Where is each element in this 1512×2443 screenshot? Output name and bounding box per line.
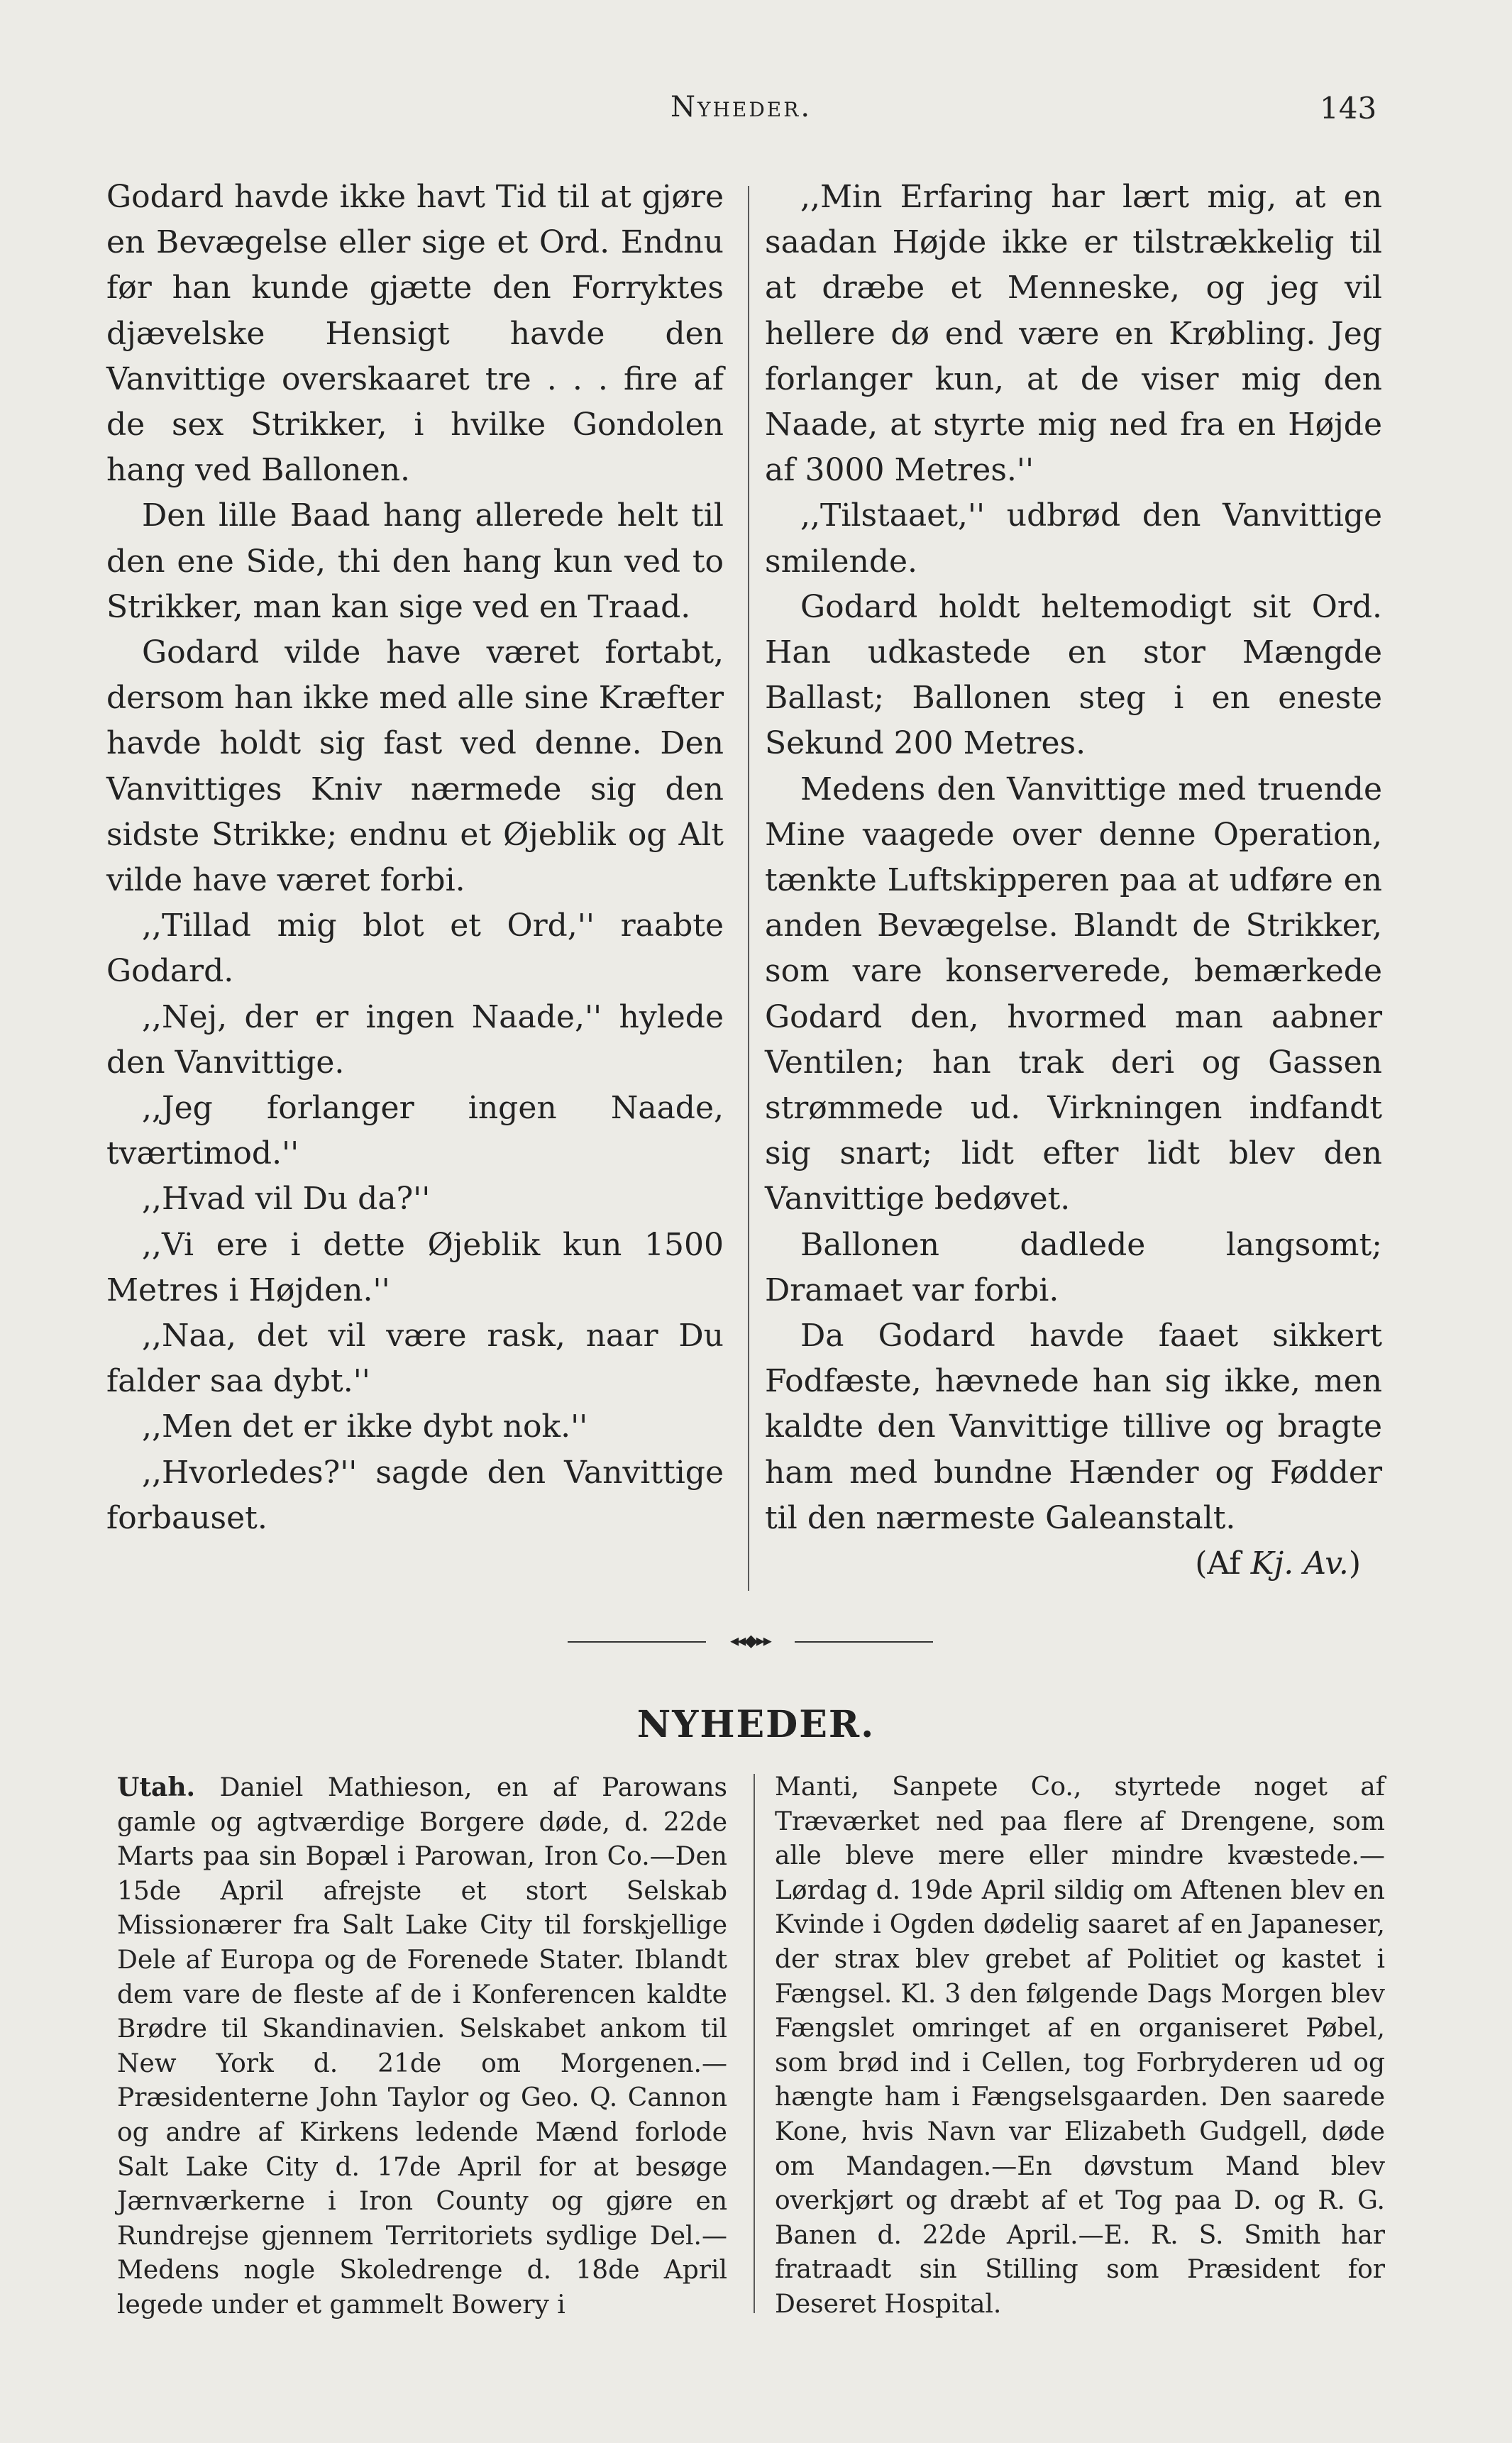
story-paragraph: Da Godard havde faaet sikkert Fodfæste, hævnede han sig ikke, men kaldte den Vanvittige tillive og bragte ham med bundne Hænder og Fødder til den nærmeste Galeanstalt. [765,1318,1382,1536]
story-right-column [765,175,1382,1587]
ornament-line-left [568,1641,706,1643]
signature-suffix: ) [1348,1545,1361,1582]
section-title: NYHEDER. [636,1703,876,1746]
news-left-text: Daniel Mathieson, en af Parowans gamle og agtværdige Borgere døde, d. 22de Marts paa sin Bopæl i Parowan, Iron Co.—Den 15de April afrejste et stort Selskab Missionærer fra Salt Lake City til forskjellige Dele af Europa og de Forenede Stater. Iblandt dem vare de fleste af de i Konferencen kaldte Brødre til Skandinavien. Selskabet ankom til New York d. 21de om Morgenen.—Præsidenterne John Taylor og Geo. Q. Cannon og andre af Kirkens ledende Mænd forlode Salt Lake City d. 17de April for at besøge Jærnværkerne i Iron County og gjøre en Rundrejse gjennem Territoriets sydlige Del.—Medens nogle Skoledrenge d. 18de April legede under et gammelt Bowery i [117,1773,727,2320]
news-left-column [117,1770,727,2323]
story-left-column [106,175,724,1541]
news-right-text: Manti, Sanpete Co., styrtede noget af Træværket ned paa flere af Drengene, som alle bleve mere eller mindre kvæstede.—Lørdag d. 19de April sildig om Aftenen blev en Kvinde i Ogden dødelig saaret af en Japaneser, der strax blev grebet af Politiet og kastet i Fængsel. Kl. 3 den følgende Dags Morgen blev Fængslet omringet af en organiseret Pøbel, som brød ind i Cellen, tog Forbryderen ud og hængte ham i Fængselsgaarden. Den saarede Kone, hvis Navn var Elizabeth Gudgell, døde om Mandagen.—En døvstum Mand blev overkjørt og dræbt af et Tog paa D. og R. G. Banen d. 22de April.—E. R. S. Smith har fratraadt sin Stilling som Præsident for Deseret Hospital. [775,1772,1385,2319]
page-number: 143 [1320,91,1377,126]
story-paragraph: ,,Men det er ikke dybt nok.'' [142,1408,588,1445]
section-ornament [568,1633,933,1650]
story-paragraph: ,,Hvad vil Du da?'' [142,1181,431,1218]
column-divider [748,186,749,1591]
story-signature [765,1541,1382,1587]
signature-prefix: (Af [1195,1545,1251,1582]
news-lead-label: Utah. [117,1772,196,1802]
story-paragraph: Den lille Baad hang allerede helt til den ene Side, thi den hang kun ved to Strikker, man kan sige ved en Traad. [106,497,724,625]
story-paragraph: Medens den Vanvittige med truende Mine vaagede over denne Operation, tænkte Luftskipperen paa at udføre en anden Bevægelse. Blandt de Strikker, som vare konserverede, bemærkede Godard den, hvormed man aabner Ventilen; han trak deri og Gassen strømmede ud. Virkningen indfandt sig snart; lidt efter lidt blev den Vanvittige bedøvet. [765,771,1382,1218]
story-paragraph: ,,Tillad mig blot et Ord,'' raabte Godard. [106,908,724,990]
story-paragraph: ,,Naa, det vil være rask, naar Du falder saa dybt.'' [106,1318,724,1400]
running-title: Nyheder. [671,91,812,123]
news-right-column [775,1770,1385,2322]
story-paragraph: Godard holdt heltemodigt sit Ord. Han udkastede en stor Mængde Ballast; Ballonen steg i en eneste Sekund 200 Metres. [765,588,1382,762]
story-paragraph: ,,Jeg forlanger ingen Naade, tværtimod.'' [106,1090,724,1172]
story-paragraph: ,,Vi ere i dette Øjeblik kun 1500 Metres i Højden.'' [106,1226,724,1308]
ornament-glyphs: ◂◂◆▸▸ [730,1631,771,1650]
news-column-divider [754,1774,755,2313]
ornament-line-right [795,1641,933,1643]
story-paragraph: Ballonen dadlede langsomt; Dramaet var forbi. [765,1226,1382,1308]
story-paragraph: ,,Tilstaaet,'' udbrød den Vanvittige smilende. [765,497,1382,580]
news-paragraph [117,1770,727,2323]
story-paragraph: ,,Nej, der er ingen Naade,'' hylede den Vanvittige. [106,998,724,1081]
story-paragraph: ,,Min Erfaring har lært mig, at en saadan Højde ikke er tilstrækkelig til at dræbe et Menneske, og jeg vil hellere dø end være en Krøbling. Jeg forlanger kun, at de viser mig den Naade, at styrte mig ned fra en Højde af 3000 Metres.'' [765,179,1382,489]
running-head [0,91,1512,133]
story-paragraph: Godard vilde have været fortabt, dersom han ikke med alle sine Kræfter havde holdt sig fast ved denne. Den Vanvittiges Kniv nærmede sig den sidste Strikke; endnu et Øjeblik og Alt vilde have været forbi. [106,634,724,899]
story-paragraph: Godard havde ikke havt Tid til at gjøre en Bevægelse eller sige et Ord. Endnu før han kunde gjætte den Forryktes djævelske Hensigt havde den Vanvittige overskaaret tre . . . fire af de sex Strikker, i hvilke Gondolen hang ved Ballonen. [106,179,724,489]
signature-author: Kj. Av. [1250,1545,1349,1582]
story-paragraph: ,,Hvorledes?'' sagde den Vanvittige forbauset. [106,1454,724,1536]
